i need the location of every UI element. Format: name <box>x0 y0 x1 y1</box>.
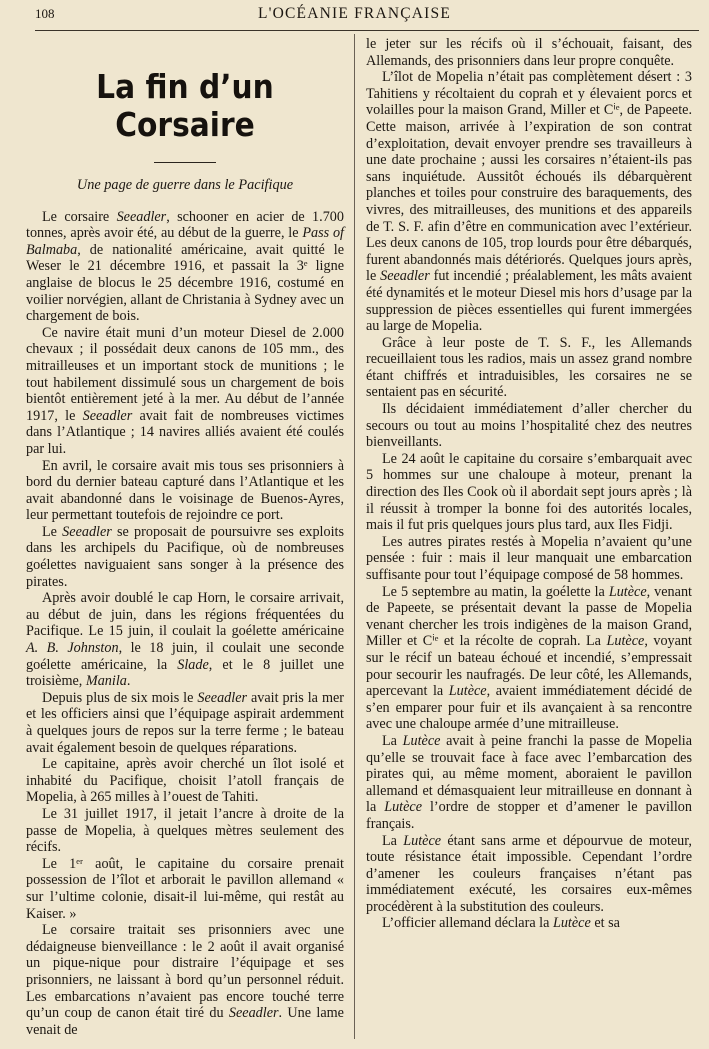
running-header <box>0 0 709 34</box>
right-paragraph: Grâce à leur poste de T. S. F., les Allemands recueillaient tous les radios, mais un assez grand nombre étant chiffrés et intraduisibles, les corsaires ne se sentaient pas en sécurité. <box>366 334 692 401</box>
left-paragraph: En avril, le corsaire avait mis tous ses prisonniers à bord du dernier bateau capturé dans l’Atlantique et les avait abandonné dans le voisinage de Buenos-Ayres, leur permettant toutefois de rejoindre ce port. <box>26 457 344 524</box>
left-paragraph: Après avoir doublé le cap Horn, le corsaire arrivait, au début de juin, dans les régions fréquentées du Pacifique. Le 15 juin, il coulait la goélette américaine A. B. Johnston, le 18 juin, il coulait une seconde goélette américaine, la Slade, et le 8 juillet une troisième, Manila. <box>26 590 344 690</box>
right-paragraph: Le 5 septembre au matin, la goélette la Lutèce, venant de Papeete, se présentait devant la passe de Mopelia venant chercher les trois indigènes de la maison Grand, Miller et Cⁱᵉ et la récolte de coprah. La Lutèce, voyant sur le récif un bateau échoué et incendié, s’empressait pour secourir les naufragés. De leur côté, les Allemands, apercevant la Lutèce, avaient immédiatement décidé de s’en emparer pour fuir et ils avançaient à sa rencontre avec une chaloupe armée d’une mitrailleuse. <box>366 583 692 733</box>
title-rule <box>154 162 216 163</box>
right-paragraph: le jeter sur les récifs où il s’échouait, faisant, des Allemands, des prisonniers dans leur propre conquête. <box>366 36 692 69</box>
left-paragraphs <box>26 209 344 1039</box>
header-rule <box>35 30 699 31</box>
left-paragraph: Le corsaire traitait ses prisonniers avec une dédaigneuse bienveillance : le 2 août il avait organisé un pique-nique pour distraire l’équipage et ses prisonniers, ne laissant à bord qu’un personnel réduit. Les embarcations n’avaient pas encore touché terre qu’un coup de canon était tiré du Seeadler. Une lame venait de <box>26 922 344 1038</box>
left-paragraph: Depuis plus de six mois le Seeadler avait pris la mer et les officiers ainsi que l’équipage aspirait ardemment à quelques jours de repos sur la terre ferme ; le bateau avait également besoin de quelques réparations. <box>26 689 344 756</box>
left-paragraph: Le corsaire Seeadler, schooner en acier de 1.700 tonnes, après avoir été, au début de la guerre, le Pass of Balmaba, de nationalité américaine, avait quitté le Weser le 21 décembre 1916, et passait la 3ᵉ ligne anglaise de blocus le 25 décembre 1916, costumé en voilier norvégien, allant de Christania à Sydney avec un chargement de bois. <box>26 208 344 325</box>
page-number: 108 <box>35 6 55 21</box>
left-paragraph: Le Seeadler se proposait de poursuivre ses exploits dans les archipels du Pacifique, où de nombreuses goélettes naviguaient sans songer à la présence des pirates. <box>26 523 344 590</box>
right-paragraph: L’îlot de Mopelia n’était pas complètement désert : 3 Tahitiens y récoltaient du coprah et y élevaient porcs et volailles pour la maison Grand, Miller et Cⁱᵉ, de Papeete. Cette maison, arrivée à l’expiration de son contrat d’exploitation, devait envoyer prendre ses travailleurs à une date prochaine ; aussi les corsaires n’étaient-ils pas sans inquiétude. Aussitôt échoués ils débarquèrent planches et toiles pour construire des baraquements, des vivres, des mitrailleuses, des munitions et des appareils de T. S. F. afin d’être en communication avec l’extérieur. Les deux canons de 105, trop lourds pour être débarqués, furent abandonnés mais détériorés. Quelques jours après, le Seeadler fut incendié ; préalablement, les mâts avaient été dynamités et le moteur Diesel mis hors d’usage par la suppression de pièces essentielles qui furent immergées au large de Mopelia. <box>366 69 692 335</box>
right-paragraph: La Lutèce étant sans arme et dépourvue de moteur, toute résistance était impossible. Cependant l’ordre d’amener les couleurs françaises n’étant pas immédiatement exécuté, les corsaires eux-mêmes procédèrent à la substitution des couleurs. <box>366 832 692 915</box>
column-divider <box>354 34 355 1039</box>
right-paragraphs <box>366 36 692 932</box>
right-paragraph: Le 24 août le capitaine du corsaire s’embarquait avec 5 hommes sur une chaloupe à moteur, prenant la direction des Iles Cook où il abordait sept jours après ; là il réussit à tromper la bonne foi des autorités locales, mais il fut pris quelques jours plus tard, aux Iles Fidji. <box>366 450 692 534</box>
left-paragraph: Le 1ᵉʳ août, le capitaine du corsaire prenait possession de l’îlot et arborait le pavillon allemand « sur l’ultime colonie, disait-il lui-même, qui restât au Kaiser. » <box>26 855 344 922</box>
right-paragraph: La Lutèce avait à peine franchi la passe de Mopelia qu’elle se trouvait face à face avec l’embarcation des pirates qui, au même moment, aboraient le pavillon allemand et démasquaient leur mitrailleuse en donnant à la Lutèce l’ordre de stopper et d’amener le pavillon français. <box>366 732 692 832</box>
left-paragraph: Ce navire était muni d’un moteur Diesel de 2.000 chevaux ; il possédait deux canons de 105 mm., des mitrailleuses et un important stock de munitions ; le tout habilement dissimulé sous un chargement de bois bientôt entièrement jeté à la mer. Au début de l’année 1917, le Seeadler avait fait de nombreuses victimes dans l’Atlantique ; 14 navires alliés avaient été coulés par lui. <box>26 324 344 457</box>
right-column <box>366 36 692 932</box>
left-column <box>26 34 344 1038</box>
left-paragraph: Le capitaine, après avoir cherché un îlot isolé et inhabité du Pacifique, choisit l’atoll français de Mopelia, à 265 milles à l’ouest de Tahiti. <box>26 756 344 806</box>
left-paragraph: Le 31 juillet 1917, il jetait l’ancre à droite de la passe de Mopelia, à quelques mètres seulement des récifs. <box>26 805 344 856</box>
right-paragraph: Les autres pirates restés à Mopelia n’avaient qu’une pensée : fuir : mais il leur manquait une embarcation suffisante pour tout l’équipage composé de 58 hommes. <box>366 533 692 583</box>
article-subtitle: Une page de guerre dans le Pacifique <box>76 177 294 193</box>
right-paragraph: L’officier allemand déclara la Lutèce et sa <box>382 915 620 932</box>
running-title: L'OCÉANIE FRANÇAISE <box>257 5 452 22</box>
right-paragraph: Ils décidaient immédiatement d’aller chercher du secours ou tout au moins l’hospitalité chez des neutres bienveillants. <box>366 401 692 451</box>
article-title: La fin d’un Corsaire <box>96 67 274 144</box>
